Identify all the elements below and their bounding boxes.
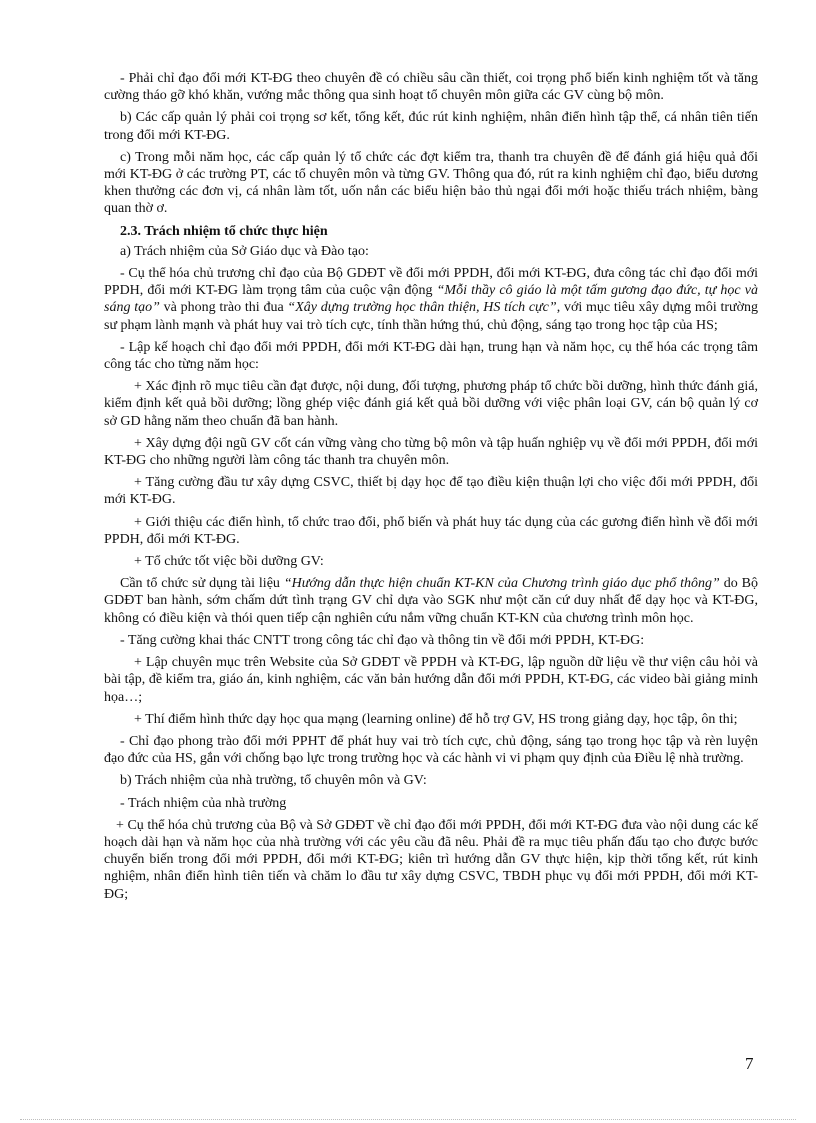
paragraph: b) Trách nhiệm của nhà trường, tổ chuyên môn và GV: — [120, 773, 427, 789]
list-item: + Tăng cường đầu tư xây dựng CSVC, thiết bị dạy học để tạo điều kiện thuận lợi cho việc đổi mới PPDH, đổi mới KT-ĐG. — [104, 475, 758, 508]
list-item: + Tổ chức tốt việc bồi dưỡng GV: — [134, 554, 324, 570]
paragraph: - Phải chỉ đạo đổi mới KT-ĐG theo chuyên đề có chiều sâu cần thiết, coi trọng phổ biến kinh nghiệm tốt và tăng cường tháo gỡ khó khăn, vướng mắc thông qua sinh hoạt tổ chuyên môn giữa các GV cùng bộ môn. — [104, 71, 758, 104]
list-item: + Cụ thể hóa chủ trương của Bộ và Sở GDĐT về chỉ đạo đổi mới PPDH, đổi mới KT-ĐG đưa vào nội dung các kế hoạch dài hạn và năm học của nhà trường với các yêu cầu đã nêu. Phải đề ra mục tiêu phấn đấu tạo cho được bước chuyển biến trong đổi mới PPDH, đổi mới KT-ĐG; kiên trì hướng dẫn GV thực hiện, kịp thời tổng kết, rút kinh nghiệm, nhân điển hình tiên tiến và chăm lo đầu tư xây dựng CSVC, TBDH phục vụ đổi mới PPDH, đổi mới KT-ĐG; — [104, 817, 758, 902]
list-item: + Thí điểm hình thức dạy học qua mạng (learning online) để hỗ trợ GV, HS trong giảng dạy, học tập, ôn thi; — [134, 711, 738, 727]
list-item: + Xác định rõ mục tiêu cần đạt được, nội dung, đối tượng, phương pháp tổ chức bồi dưỡng, hình thức đánh giá, kiểm định kết quả bồi dưỡng; lồng ghép việc đánh giá kết quả bồi dưỡng với việc phân loại GV, cán bộ quản lý cơ sở GD hằng năm theo chuẩn đã ban hành. — [104, 379, 758, 429]
paragraph: - Cụ thể hóa chủ trương chỉ đạo của Bộ GDĐT về đổi mới PPDH, đổi mới KT-ĐG, đưa công tác chỉ đạo đổi mới PPDH, đổi mới KT-ĐG làm trọng tâm của cuộc vận động “Mỗi thầy cô giáo là một tấm gương đạo đức, tự học và sáng tạo” và phong trào thi đua “Xây dựng trường học thân thiện, HS tích cực”, với mục tiêu xây dựng môi trường sư phạm lành mạnh và phát huy vai trò tích cực, tính thần hứng thú, chủ động, sáng tạo trong học tập của HS; — [104, 266, 759, 333]
list-item: + Lập chuyên mục trên Website của Sở GDĐT về PPDH và KT-ĐG, lập nguồn dữ liệu về thư viện câu hỏi và bài tập, đề kiểm tra, giáo án, kinh nghiệm, các văn bản hướng dẫn đổi mới PPDH, KT-ĐG, các video bài giảng minh họa…; — [104, 655, 758, 705]
paragraph: Cần tổ chức sử dụng tài liệu “Hướng dẫn thực hiện chuẩn KT-KN của Chương trình giáo dục phổ thông” do Bộ GDĐT ban hành, sớm chấm dứt tình trạng GV chỉ dựa vào SGK như một căn cứ duy nhất để dạy học và KT-ĐG, không có điều kiện và thói quen tiếp cận nghiên cứu nắm vững chuẩn KT-KN của chương trình môn học. — [104, 576, 758, 626]
list-item: + Xây dựng đội ngũ GV cốt cán vững vàng cho từng bộ môn và tập huấn nghiệp vụ về đổi mới PPDH, đổi mới KT-ĐG cho những người làm công tác thanh tra chuyên môn. — [104, 435, 758, 469]
quoted-title: “Xây dựng trường học thân thiện, HS tích cực” — [287, 300, 557, 316]
paragraph: a) Trách nhiệm của Sở Giáo dục và Đào tạo: — [120, 243, 369, 259]
list-item: + Giới thiệu các điển hình, tổ chức trao đổi, phổ biến và phát huy tác dụng của các gương điển hình về đổi mới PPDH, đổi mới KT-ĐG. — [104, 514, 758, 547]
paragraph: - Chỉ đạo phong trào đổi mới PPHT để phát huy vai trò tích cực, chủ động, sáng tạo trong học tập và rèn luyện đạo đức của HS, gắn với chống bạo lực trong trường học và các hành vi vi phạm quy định của Điều lệ nhà trường. — [104, 733, 758, 767]
document-body — [104, 70, 758, 908]
paragraph: - Tăng cường khai thác CNTT trong công tác chỉ đạo và thông tin về đổi mới PPDH, KT-ĐG: — [120, 632, 645, 648]
quoted-title: “Hướng dẫn thực hiện chuẩn KT-KN của Chương trình giáo dục phổ thông” — [283, 576, 720, 592]
page-number: 7 — [745, 1054, 754, 1073]
paragraph: b) Các cấp quản lý phải coi trọng sơ kết, tổng kết, đúc rút kinh nghiệm, nhân điển hình tập thể, cá nhân tiên tiến trong đổi mới KT-ĐG. — [104, 110, 758, 143]
section-heading: 2.3. Trách nhiệm tổ chức thực hiện — [120, 223, 328, 239]
quoted-title: “Mỗi thầy cô giáo là một tấm gương đạo đức, tự học và sáng tạo” — [104, 283, 758, 316]
paragraph: c) Trong mỗi năm học, các cấp quản lý tổ chức các đợt kiểm tra, thanh tra chuyên đề để đánh giá hiệu quả đổi mới KT-ĐG ở các trường PT, các tổ chuyên môn và từng GV. Thông qua đó, rút ra kinh nghiệm chỉ đạo, biểu dương khen thưởng các đơn vị, cá nhân làm tốt, uốn nắn các biểu hiện bảo thủ ngại đổi mới hoặc thiếu trách nhiệm, bàng quan thờ ơ. — [104, 149, 758, 217]
footer-divider — [20, 1119, 796, 1120]
paragraph: - Trách nhiệm của nhà trường — [120, 795, 287, 811]
paragraph: - Lập kế hoạch chỉ đạo đổi mới PPDH, đổi mới KT-ĐG dài hạn, trung hạn và năm học, cụ thể hóa các trọng tâm công tác cho từng năm học: — [104, 339, 758, 373]
